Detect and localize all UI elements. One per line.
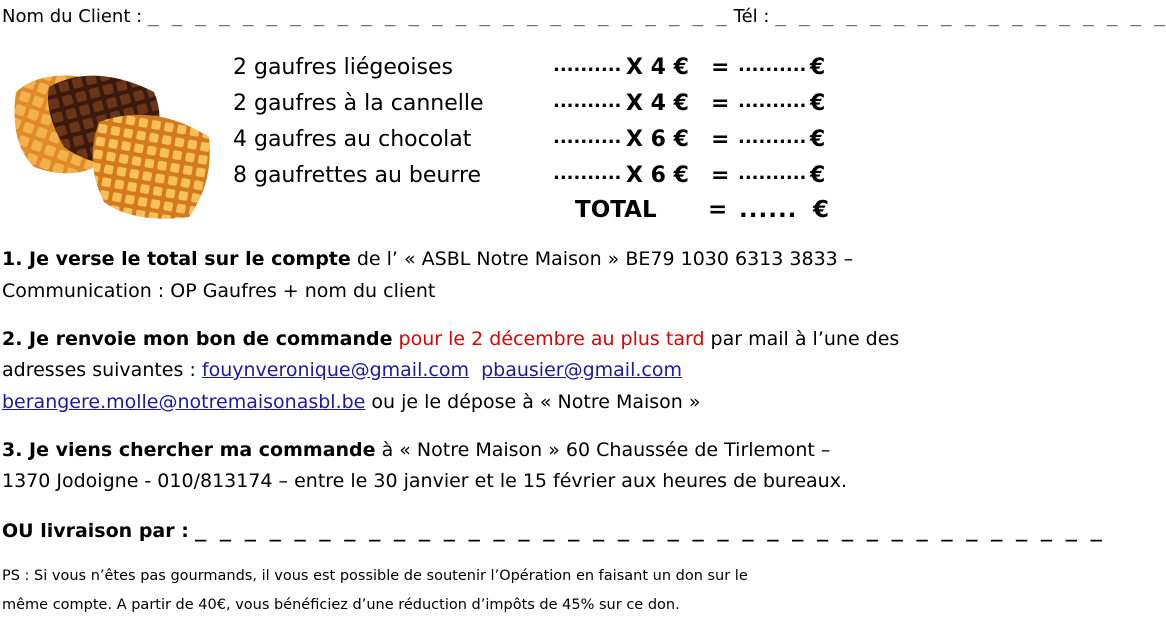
delivery-label: OU livraison par : xyxy=(2,520,189,542)
step3-line2: 1370 Jodoigne - 010/813174 – entre le 30 janvier et le 15 février aux heures de bureaux. xyxy=(2,470,848,492)
quantity-field[interactable]: .......... xyxy=(553,91,622,112)
email-link-pbausier[interactable]: pbausier@gmail.com xyxy=(481,359,682,381)
quantity-field[interactable]: .......... xyxy=(553,55,622,76)
waffles-image xyxy=(4,52,216,222)
order-label: 4 gaufres au chocolat xyxy=(233,127,472,152)
step3-heading: 3. Je viens chercher ma commande xyxy=(2,439,376,461)
quantity-field[interactable]: .......... xyxy=(553,127,622,148)
step1-line2: Communication : OP Gaufres + nom du client xyxy=(2,280,436,302)
amount-field[interactable]: .......... xyxy=(738,127,807,148)
equals-sign: = xyxy=(711,127,730,152)
euro-sign: € xyxy=(810,127,826,152)
order-label: 2 gaufres à la cannelle xyxy=(233,91,484,116)
ps-line1: PS : Si vous n’êtes pas gourmands, il vous est possible de soutenir l’Opération en faisant un don sur le xyxy=(2,568,748,584)
equals-sign: = xyxy=(708,197,728,223)
total-row xyxy=(575,197,830,223)
euro-sign: € xyxy=(810,91,826,116)
step2-deadline: pour le 2 décembre au plus tard xyxy=(392,328,705,350)
total-label: TOTAL xyxy=(575,197,657,223)
email-link-fouyn[interactable]: fouynveronique@gmail.com xyxy=(201,359,469,381)
client-name-field[interactable]: _ _ _ _ _ _ _ _ _ _ _ _ _ _ _ _ _ _ _ _ _ _ _ _ _ xyxy=(147,6,728,27)
unit-price: X 4 € xyxy=(626,91,689,116)
client-name-row xyxy=(2,6,1166,27)
total-field[interactable]: ...... xyxy=(739,197,798,223)
delivery-field[interactable]: _ _ _ _ _ _ _ _ _ _ _ _ _ _ _ _ _ _ _ _ _ _ _ _ _ _ _ _ _ _ _ _ _ _ _ _ _ xyxy=(194,520,1103,542)
tel-field[interactable]: _ _ _ _ _ _ _ _ _ _ _ _ _ _ _ _ _ xyxy=(775,6,1166,27)
amount-field[interactable]: .......... xyxy=(738,55,807,76)
email-link-berangere[interactable]: berangere.molle@notremaisonasbl.be xyxy=(2,391,366,413)
unit-price: X 4 € xyxy=(626,55,689,80)
step2-line3 xyxy=(2,391,701,413)
step2-addresses-label: adresses suivantes : xyxy=(2,359,202,381)
order-label: 2 gaufres liégeoises xyxy=(233,55,453,80)
ps-line2: même compte. A partir de 40€, vous bénéficiez d’une réduction d’impôts de 45% sur ce don. xyxy=(2,597,680,613)
unit-price: X 6 € xyxy=(626,163,689,188)
order-label: 8 gaufrettes au beurre xyxy=(233,163,482,188)
step3-line1 xyxy=(2,439,830,461)
step1-heading: 1. Je verse le total sur le compte xyxy=(2,248,351,270)
euro-sign: € xyxy=(810,55,826,80)
step2-text: par mail à l’une des xyxy=(704,328,900,350)
step1-line1 xyxy=(2,248,853,270)
step3-text: à « Notre Maison » 60 Chaussée de Tirlemont – xyxy=(375,439,831,461)
step2-line1 xyxy=(2,328,899,350)
quantity-field[interactable]: .......... xyxy=(553,163,622,184)
step2-heading: 2. Je renvoie mon bon de commande xyxy=(2,328,393,350)
delivery-row xyxy=(2,520,1103,542)
amount-field[interactable]: .......... xyxy=(738,163,807,184)
step2-line2 xyxy=(2,359,682,381)
tel-label: Tél : xyxy=(733,6,770,27)
unit-price: X 6 € xyxy=(626,127,689,152)
step2-deposit-text: ou je le dépose à « Notre Maison » xyxy=(365,391,701,413)
equals-sign: = xyxy=(711,163,730,188)
step1-text: de l’ « ASBL Notre Maison » BE79 1030 6313 3833 – xyxy=(350,248,854,270)
amount-field[interactable]: .......... xyxy=(738,91,807,112)
client-name-label: Nom du Client : xyxy=(2,6,143,27)
euro-sign: € xyxy=(810,163,826,188)
equals-sign: = xyxy=(711,55,730,80)
equals-sign: = xyxy=(711,91,730,116)
euro-sign: € xyxy=(813,197,830,223)
